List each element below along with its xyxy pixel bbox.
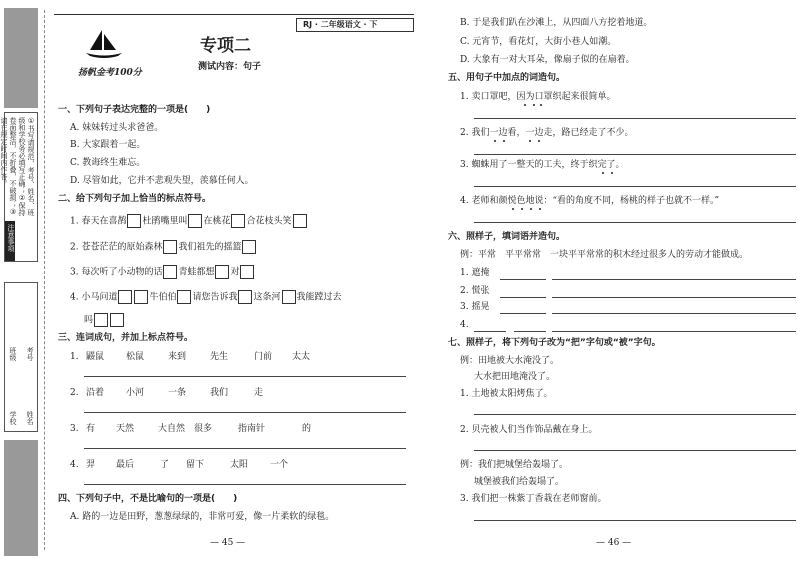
s2-q4-p2: 牛伯伯 — [149, 292, 177, 303]
blank-word[interactable] — [500, 279, 546, 280]
s1-heading: 一、下列句子表达完整的一项是( ) — [58, 105, 211, 115]
s6-item-1: 1. 遮掩 — [460, 268, 490, 278]
left-page-number: — 45 — — [210, 538, 246, 548]
word: 一条 — [168, 388, 187, 398]
word: 松鼠 — [126, 352, 145, 362]
answer-line[interactable] — [84, 376, 406, 377]
word: 羿 — [86, 460, 96, 470]
word: 太太 — [292, 352, 311, 362]
word: 4. — [70, 460, 79, 470]
answer-line[interactable] — [84, 484, 406, 485]
emphasis-dot — [524, 104, 526, 106]
punct-box[interactable] — [231, 214, 245, 228]
word: 3. — [70, 424, 79, 434]
punct-box[interactable] — [242, 240, 256, 254]
s2-q3-p2: 青蛙都想 — [178, 267, 215, 278]
word: 了 — [160, 460, 170, 470]
punct-box[interactable] — [215, 265, 229, 279]
word: 留下 — [186, 460, 205, 470]
s2-q2 — [70, 240, 257, 254]
word: 小河 — [126, 388, 145, 398]
punct-box[interactable] — [118, 290, 132, 304]
s2-q1-p1: 1. 春天在喜鹊 — [70, 216, 127, 227]
punct-box[interactable] — [163, 240, 177, 254]
answer-line[interactable] — [474, 154, 796, 155]
emphasis-dot — [529, 140, 531, 142]
s7-heading: 七、照样子，将下列句子改为“把”字句或“被”字句。 — [448, 338, 661, 348]
header-badge — [296, 18, 414, 32]
blank-word[interactable] — [500, 313, 546, 314]
s7-q2: 2. 贝壳被人们当作饰品戴在身上。 — [460, 425, 598, 435]
word: 一个 — [270, 460, 289, 470]
s6-item-3: 3. 摇晃 — [460, 302, 490, 312]
emphasis-dot — [539, 208, 541, 210]
word: 走 — [254, 388, 264, 398]
s4-option-c: C. 元宵节，看花灯，大街小巷人如潮。 — [460, 37, 617, 47]
s7-ex1a: 例：田地被大水淹没了。 — [460, 356, 560, 366]
s5-heading: 五、用句子中加点的词造句。 — [448, 73, 566, 83]
emphasis-dot — [530, 208, 532, 210]
punct-box[interactable] — [240, 265, 254, 279]
word: 大自然 — [158, 424, 186, 434]
emphasis-dot — [538, 140, 540, 142]
answer-line[interactable] — [474, 222, 796, 223]
page-subtitle: 测试内容：句子 — [198, 62, 262, 72]
blank-sentence[interactable] — [552, 331, 796, 332]
answer-line[interactable] — [474, 118, 796, 119]
punct-box[interactable] — [127, 214, 141, 228]
punct-box[interactable] — [94, 313, 108, 327]
blank-sentence[interactable] — [552, 297, 796, 298]
s1-option-a: A. 妹妹转过头求爸爸。 — [70, 123, 164, 133]
s2-q2-p1: 2. 苍苍茫茫的原始森林 — [70, 242, 163, 253]
word: 1. — [70, 352, 79, 362]
s7-ex2b: 城堡被我们给轰塌了。 — [474, 477, 565, 487]
emphasis-dot — [494, 140, 496, 142]
side-bar-top — [4, 8, 38, 108]
s4-option-a: A. 路的一边是田野，葱葱绿绿的，非常可爱，像一片柔软的绿毯。 — [70, 512, 335, 522]
s5-item-3: 3. 蜘蛛用了一整天的工夫，终于织完了。 — [460, 160, 625, 170]
s2-q4b — [84, 313, 125, 327]
side-fields-box — [4, 282, 38, 432]
s2-q1 — [70, 214, 308, 228]
side-notice: ①书写请规范，考号、姓名、班级和学校务必填写正确；②保持卷面整洁，不折叠，不破损；③请在规定时间内作答。 — [0, 117, 35, 216]
s2-q1-p2: 杜鹃嘴里叫 — [142, 216, 188, 227]
s2-q3-p1: 3. 每次听了小动物的话 — [70, 267, 163, 278]
emphasis-dot — [602, 172, 604, 174]
punct-box[interactable] — [163, 265, 177, 279]
s3-heading: 三、连词成句，并加上标点符号。 — [58, 333, 194, 343]
word: 天然 — [116, 424, 135, 434]
side-notice-box — [0, 112, 38, 262]
blank-word[interactable] — [514, 331, 546, 332]
punct-box[interactable] — [188, 214, 202, 228]
right-page-number: — 46 — — [596, 538, 632, 548]
blank-sentence[interactable] — [552, 279, 796, 280]
page-title: 专项二 — [200, 36, 251, 56]
blank-sentence[interactable] — [552, 313, 796, 314]
s2-q1-p4: 合花枝头笑 — [246, 216, 292, 227]
answer-line[interactable] — [474, 520, 796, 521]
s4-option-b: B. 于是我们趴在沙滩上，从四面八方挖着地道。 — [460, 18, 653, 28]
word: 先生 — [210, 352, 229, 362]
s6-example: 例：平常 平平常常 一块平平常常的积木经过很多人的劳动才能做成。 — [460, 250, 749, 260]
punct-box[interactable] — [110, 313, 124, 327]
word: 来到 — [168, 352, 187, 362]
punct-box[interactable] — [238, 290, 252, 304]
answer-line[interactable] — [474, 186, 796, 187]
word: 最后 — [116, 460, 135, 470]
s5-item-1: 1. 卖口罩吧，因为口罩织起来很简单。 — [460, 92, 616, 102]
side-cut-line — [44, 10, 45, 550]
word: 的 — [302, 424, 312, 434]
side-notice-tag: 注意事项 — [7, 224, 15, 252]
s2-q3 — [70, 265, 255, 279]
punct-box[interactable] — [293, 214, 307, 228]
s4-heading: 四、下列句子中，不是比喻句的一项是( ) — [58, 494, 238, 504]
s1-option-b: B. 大家跟着一起。 — [70, 140, 146, 150]
s7-ex2a: 例：我们把城堡给轰塌了。 — [460, 460, 569, 470]
emphasis-dot — [533, 104, 535, 106]
s7-q1: 1. 土地被太阳烤焦了。 — [460, 389, 553, 399]
blank-word[interactable] — [500, 297, 546, 298]
answer-line[interactable] — [84, 412, 406, 413]
s2-q4b-text: 吗 — [84, 315, 94, 326]
s2-q4-p5: 我能蹚过去 — [296, 292, 342, 303]
word: 指南针 — [238, 424, 266, 434]
side-bar-bottom — [4, 440, 38, 556]
blank-word[interactable] — [474, 331, 506, 332]
side-field-number: 考号 — [26, 347, 34, 361]
word: 门前 — [254, 352, 273, 362]
side-notice-tag-box — [5, 221, 15, 261]
punct-box[interactable] — [134, 290, 148, 304]
s6-item-4: 4. — [460, 320, 469, 330]
s2-q2-p2: 我们祖先的摇篮 — [178, 242, 242, 253]
punct-box[interactable] — [177, 290, 191, 304]
s4-option-d: D. 大象有一对大耳朵，像扇子似的在扇着。 — [460, 55, 635, 65]
emphasis-dot — [540, 104, 542, 106]
s5-item-4: 4. 老师和颜悦色地说：“看的角度不同，杨桃的样子也就不一样。” — [460, 196, 720, 206]
s2-heading: 二、给下列句子加上恰当的标点符号。 — [58, 194, 212, 204]
side-field-school: 学校 — [9, 411, 17, 425]
answer-line[interactable] — [474, 414, 796, 415]
s2-q4-p4: 这条河 — [253, 292, 281, 303]
word: 鼹鼠 — [86, 352, 105, 362]
s1-option-d: D. 尽管如此，它并不悲观失望，羡慕任何人。 — [70, 176, 254, 186]
s2-q3-p3: 对 — [230, 267, 240, 278]
word: 有 — [86, 424, 96, 434]
answer-line[interactable] — [474, 450, 796, 451]
emphasis-dot — [512, 208, 514, 210]
sailboat-logo-icon — [82, 28, 126, 62]
s2-q4-p1: 4. 小马问道 — [70, 292, 118, 303]
s6-item-2: 2. 慌张 — [460, 286, 490, 296]
side-field-name: 姓名 — [26, 411, 34, 425]
s2-q4-p3: 请您告诉我 — [192, 292, 238, 303]
s2-q4 — [70, 290, 342, 304]
s7-ex1b: 大水把田地淹没了。 — [474, 372, 556, 382]
word: 我们 — [210, 388, 229, 398]
emphasis-dot — [503, 140, 505, 142]
word: 沿着 — [86, 388, 105, 398]
answer-line[interactable] — [84, 448, 406, 449]
word: 太阳 — [230, 460, 249, 470]
emphasis-dot — [611, 172, 613, 174]
s1-option-c: C. 教诲终生难忘。 — [70, 158, 146, 168]
word: 2. — [70, 388, 79, 398]
punct-box[interactable] — [282, 290, 296, 304]
s7-q3: 3. 我们把一株紫丁香栽在老师窗前。 — [460, 494, 607, 504]
s5-item-2: 2. 我们一边看，一边走，路已经走了不少。 — [460, 128, 634, 138]
side-field-class: 班级 — [9, 347, 17, 361]
header-logo-text: 扬帆金考100分 — [78, 68, 142, 78]
s2-q1-p3: 在桃花 — [203, 216, 231, 227]
s6-heading: 六、照样子，填词语并造句。 — [448, 232, 566, 242]
word: 很多 — [194, 424, 213, 434]
header-badge-text: RJ · 二年级语文 · 下 — [303, 20, 378, 29]
emphasis-dot — [521, 208, 523, 210]
